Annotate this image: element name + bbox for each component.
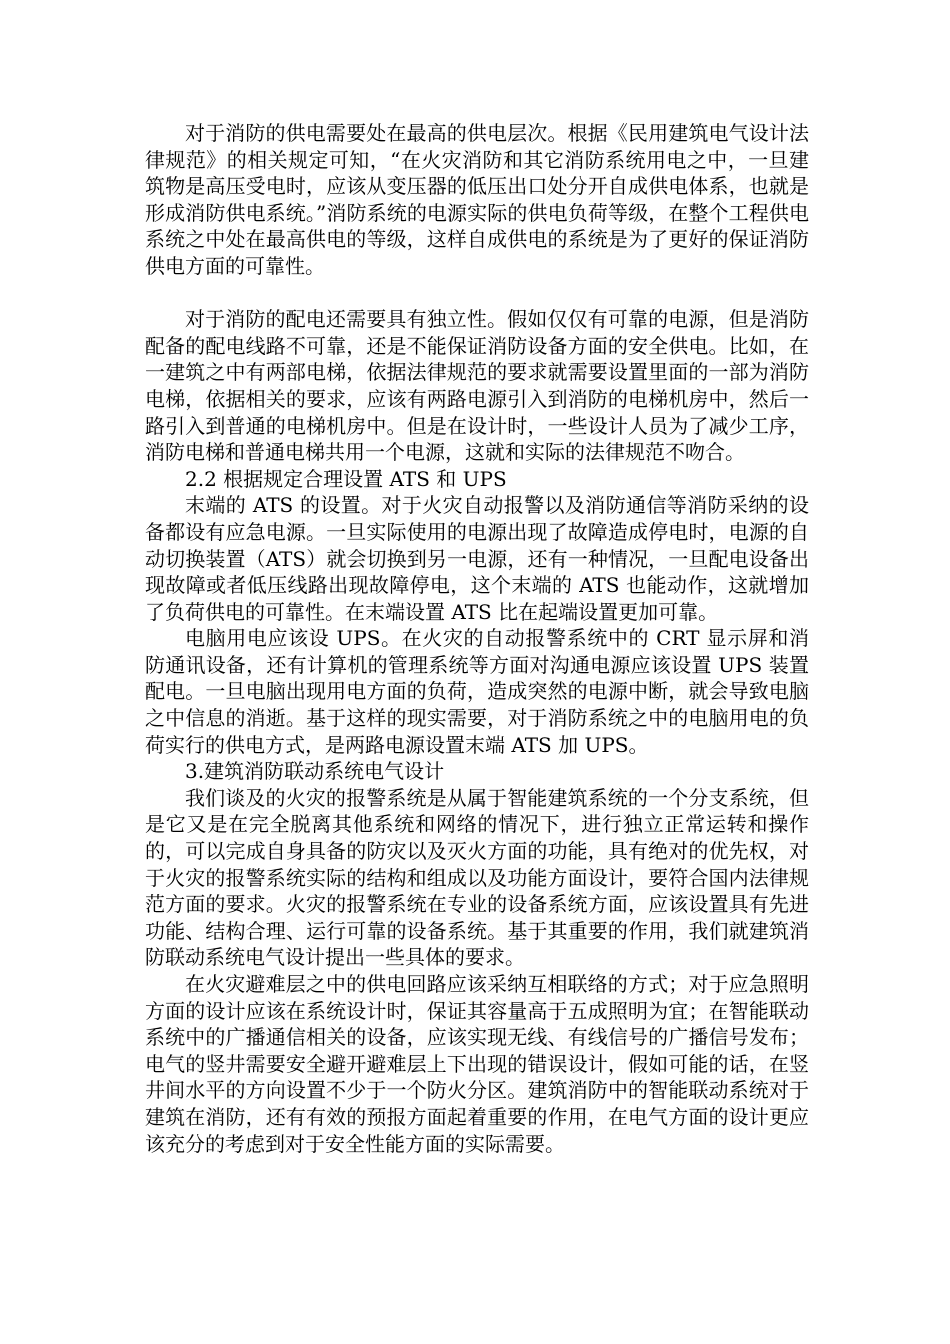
paragraph-refuge-floor-requirements: 在火灾避难层之中的供电回路应该采纳互相联络的方式；对于应急照明方面的设计应该在系统设计时，保证其容量高于五成照明为宜；在智能联动系统中的广播通信相关的设备，应该实现无线、有线信号的广播信号发布；电气的竖井需要安全避开避难层上下出现的错误设计，假如可能的话，在竖井间水平的方向设置不少于一个防火分区。建筑消防中的智能联动系统对于建筑在消防，还有有效的预报方面起着重要的作用，在电气方面的设计更应该充分的考虑到对于安全性能方面的实际需要。 — [145, 972, 809, 1156]
paragraph-fire-power-supply-level: 对于消防的供电需要处在最高的供电层次。根据《民用建筑电气设计法律规范》的相关规定可知，“在火灾消防和其它消防系统用电之中，一旦建筑物是高压受电时，应该从变压器的低压出口处分开自成供电体系，也就是形成消防供电系统。”消防系统的电源实际的供电负荷等级，在整个工程供电系统之中处在最高供电的等级，这样自成供电的系统是为了更好的保证消防供电方面的可靠性。 — [145, 121, 809, 278]
section-heading-linkage-design: 3.建筑消防联动系统电气设计 — [185, 759, 445, 784]
paragraph-computer-ups: 电脑用电应该设 UPS。在火灾的自动报警系统中的 CRT 显示屏和消防通讯设备，还有计算机的管理系统等方面对沟通电源应该设置 UPS 装置配电。一旦电脑出现用电方面的负荷，造成突然的电源中断，就会导致电脑之中信息的消逝。基于这样的现实需要，对于消防系统之中的电脑用电的负荷实行的供电方式，是两路电源设置末端 ATS 加 UPS。 — [145, 626, 809, 757]
document-body — [145, 120, 809, 1157]
paragraph-alarm-system: 我们谈及的火灾的报警系统是从属于智能建筑系统的一个分支系统，但是它又是在完全脱离其他系统和网络的情况下，进行独立正常运转和操作的，可以完成自身具备的防灾以及灭火方面的功能，具有绝对的优先权，对于火灾的报警系统实际的结构和组成以及功能方面设计，要符合国内法律规范方面的要求。火灾的报警系统在专业的设备系统方面，应该设置具有先进功能、结构合理、运行可靠的设备系统。基于其重要的作用，我们就建筑消防联动系统电气设计提出一些具体的要求。 — [145, 785, 809, 970]
section-heading-ats-ups: 2.2 根据规定合理设置 ATS 和 UPS — [185, 466, 507, 491]
paragraph-terminal-ats: 末端的 ATS 的设置。对于火灾自动报警以及消防通信等消防采纳的设备都设有应急电源。一旦实际使用的电源出现了故障造成停电时，电源的自动切换装置（ATS）就会切换到另一电源，还有一种情况，一旦配电设备出现故障或者低压线路出现故障停电，这个末端的 ATS 也能动作，这就增加了负荷供电的可靠性。在末端设置 ATS 比在起端设置更加可靠。 — [145, 493, 809, 624]
paragraph-distribution-independence: 对于消防的配电还需要具有独立性。假如仅仅有可靠的电源，但是消防配备的配电线路不可靠，还是不能保证消防设备方面的安全供电。比如，在一建筑之中有两部电梯，依据法律规范的要求就需要设置里面的一部为消防电梯，依据相关的要求，应该有两路电源引入到消防的电梯机房中，然后一路引入到普通的电梯机房中。但是在设计时，一些设计人员为了减少工序，消防电梯和普通电梯共用一个电源，这就和实际的法律规范不吻合。 — [145, 307, 809, 465]
